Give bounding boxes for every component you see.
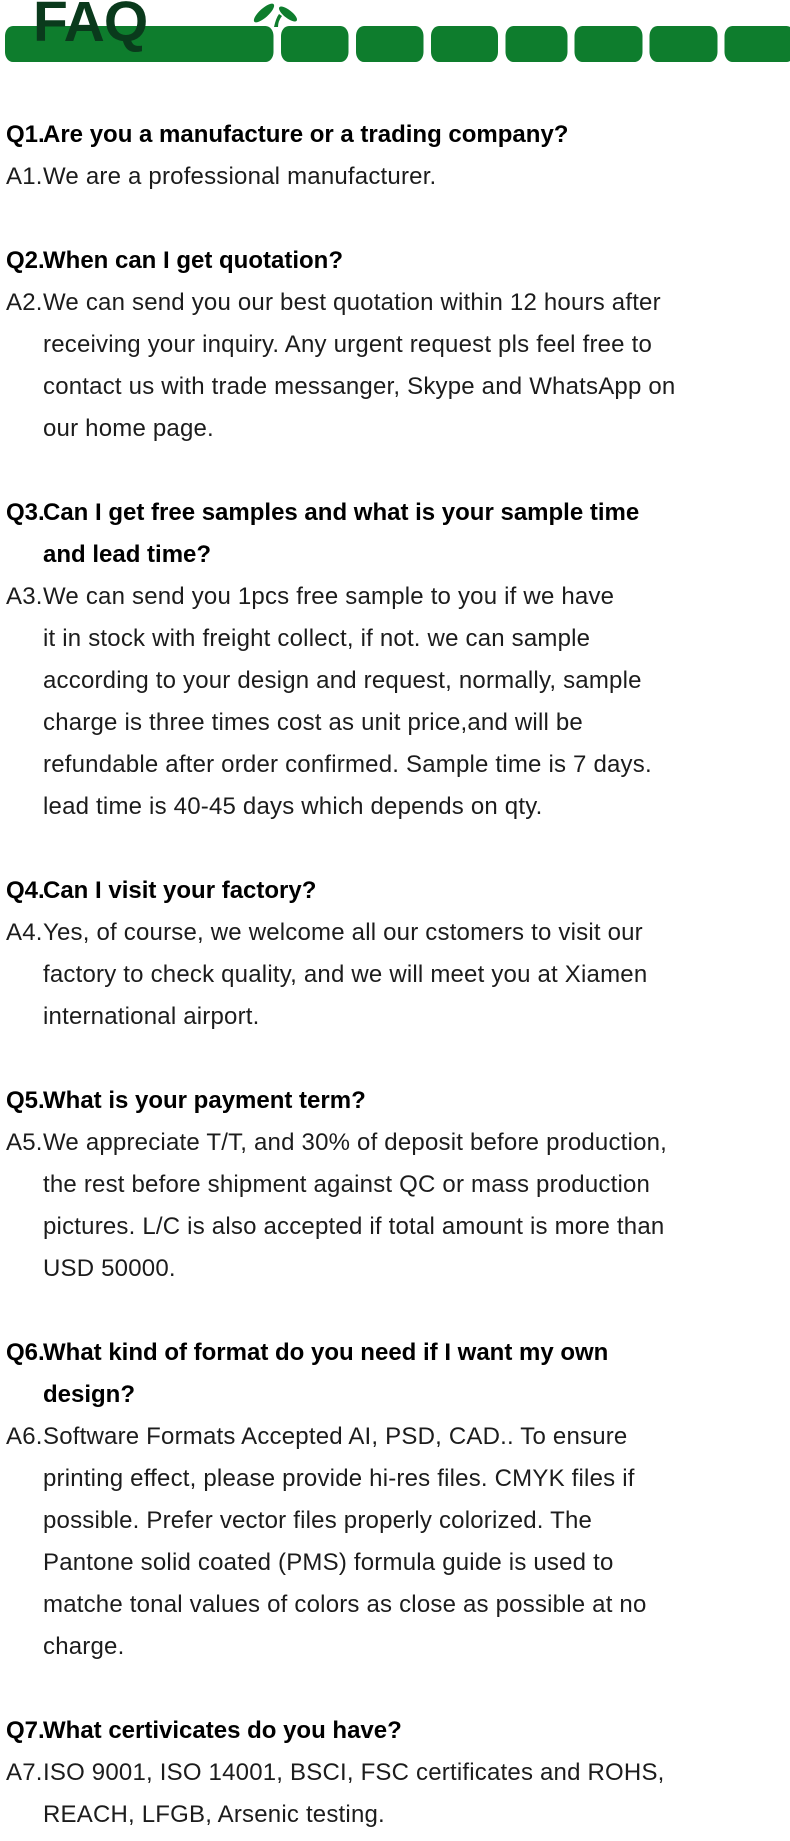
faq-question-line <box>6 240 780 282</box>
faq-item-2 <box>6 240 780 450</box>
faq-question-line <box>6 492 780 534</box>
faq-question-line <box>6 1332 780 1374</box>
answer-text: refundable after order confirmed. Sample time is 7 days. <box>43 751 652 778</box>
answer-label: A3. <box>6 583 43 610</box>
faq-item-1 <box>6 114 780 198</box>
answer-text: pictures. L/C is also accepted if total amount is more than <box>43 1213 665 1240</box>
question-text: What certivicates do you have? <box>43 1717 402 1744</box>
answer-label: A2. <box>6 289 43 316</box>
question-text: and lead time? <box>43 541 212 568</box>
faq-answer-line <box>6 366 780 408</box>
answer-text: our home page. <box>43 415 214 442</box>
question-label: Q6. <box>6 1339 45 1366</box>
answer-text: Yes, of course, we welcome all our cstomers to visit our <box>43 919 643 946</box>
question-text: design? <box>43 1381 136 1408</box>
faq-question-line <box>6 114 780 156</box>
faq-question-line <box>6 1374 780 1416</box>
faq-answer-line <box>6 912 780 954</box>
answer-text: REACH, LFGB, Arsenic testing. <box>43 1801 385 1828</box>
faq-answer-line <box>6 660 780 702</box>
faq-question-line <box>6 1710 780 1752</box>
faq-item-5 <box>6 1080 780 1290</box>
faq-item-3 <box>6 492 780 828</box>
bamboo-leaf-icon <box>251 1 299 27</box>
question-label: Q2. <box>6 247 45 274</box>
faq-answer-line <box>6 1206 780 1248</box>
faq-item-7 <box>6 1710 780 1836</box>
answer-text: factory to check quality, and we will meet you at Xiamen <box>43 961 648 988</box>
faq-item-6 <box>6 1332 780 1668</box>
question-text: When can I get quotation? <box>43 247 343 274</box>
answer-text: Software Formats Accepted AI, PSD, CAD.. To ensure <box>43 1423 628 1450</box>
answer-label: A4. <box>6 919 43 946</box>
answer-text: We can send you 1pcs free sample to you if we have <box>43 583 615 610</box>
answer-label: A5. <box>6 1129 43 1156</box>
answer-text: charge. <box>43 1633 125 1660</box>
faq-question-line <box>6 870 780 912</box>
faq-answer-line <box>6 1248 780 1290</box>
question-label: Q4. <box>6 877 45 904</box>
answer-text: printing effect, please provide hi-res files. CMYK files if <box>43 1465 635 1492</box>
answer-label: A6. <box>6 1423 43 1450</box>
faq-answer-line <box>6 408 780 450</box>
faq-answer-line <box>6 1458 780 1500</box>
answer-text: We can send you our best quotation within 12 hours after <box>43 289 661 316</box>
faq-question-line <box>6 1080 780 1122</box>
faq-item-4 <box>6 870 780 1038</box>
answer-text: receiving your inquiry. Any urgent request pls feel free to <box>43 331 653 358</box>
answer-text: according to your design and request, normally, sample <box>43 667 642 694</box>
faq-answer-line <box>6 702 780 744</box>
faq-answer-line <box>6 744 780 786</box>
answer-text: lead time is 40-45 days which depends on qty. <box>43 793 543 820</box>
answer-text: the rest before shipment against QC or mass production <box>43 1171 651 1198</box>
faq-answer-line <box>6 324 780 366</box>
faq-section <box>0 114 790 1836</box>
faq-answer-line <box>6 618 780 660</box>
answer-text: ISO 9001, ISO 14001, BSCI, FSC certificates and ROHS, <box>43 1759 665 1786</box>
faq-answer-line <box>6 1794 780 1836</box>
faq-answer-line <box>6 1752 780 1794</box>
faq-answer-line <box>6 786 780 828</box>
faq-answer-line <box>6 954 780 996</box>
faq-banner <box>0 0 790 70</box>
answer-label: A7. <box>6 1759 43 1786</box>
faq-answer-line <box>6 1122 780 1164</box>
answer-text: charge is three times cost as unit price,and will be <box>43 709 583 736</box>
question-text: What kind of format do you need if I want my own <box>43 1339 609 1366</box>
answer-text: it in stock with freight collect, if not. we can sample <box>43 625 591 652</box>
faq-answer-line <box>6 156 780 198</box>
answer-text: matche tonal values of colors as close as possible at no <box>43 1591 647 1618</box>
faq-answer-line <box>6 1416 780 1458</box>
question-label: Q3. <box>6 499 45 526</box>
answer-text: USD 50000. <box>43 1255 176 1282</box>
question-text: Are you a manufacture or a trading company? <box>43 121 569 148</box>
question-text: What is your payment term? <box>43 1087 366 1114</box>
question-label: Q1. <box>6 121 45 148</box>
answer-text: contact us with trade messanger, Skype and WhatsApp on <box>43 373 676 400</box>
question-label: Q7. <box>6 1717 45 1744</box>
faq-answer-line <box>6 1500 780 1542</box>
faq-answer-line <box>6 576 780 618</box>
faq-answer-line <box>6 1626 780 1668</box>
faq-answer-line <box>6 282 780 324</box>
answer-text: We are a professional manufacturer. <box>43 163 437 190</box>
answer-text: international airport. <box>43 1003 260 1030</box>
question-text: Can I get free samples and what is your sample time <box>43 499 640 526</box>
faq-banner-title: FAQ <box>33 0 148 54</box>
faq-question-line <box>6 534 780 576</box>
answer-text: Pantone solid coated (PMS) formula guide is used to <box>43 1549 614 1576</box>
question-text: Can I visit your factory? <box>43 877 317 904</box>
answer-label: A1. <box>6 163 43 190</box>
faq-answer-line <box>6 996 780 1038</box>
faq-answer-line <box>6 1584 780 1626</box>
answer-text: We appreciate T/T, and 30% of deposit before production, <box>43 1129 668 1156</box>
faq-answer-line <box>6 1164 780 1206</box>
answer-text: possible. Prefer vector files properly colorized. The <box>43 1507 593 1534</box>
faq-answer-line <box>6 1542 780 1584</box>
question-label: Q5. <box>6 1087 45 1114</box>
